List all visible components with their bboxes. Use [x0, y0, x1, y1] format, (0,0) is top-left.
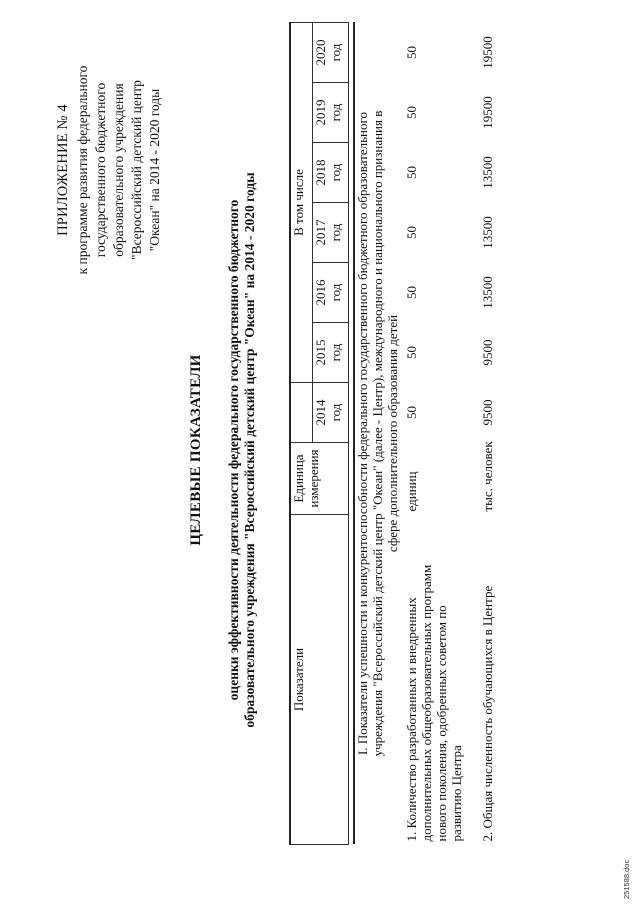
table-row: [400, 23, 464, 845]
appendix-block: [54, 35, 164, 305]
indicator-cell: 1. Количество разработанных и внедренных дополнительных общеобразовательных программ нового поколения, одобренных советом по развитию Центра: [404, 564, 464, 842]
unit-cell: тыс. человек: [480, 441, 495, 512]
value-cell: 50: [404, 106, 419, 119]
value-cell: 9500: [480, 339, 495, 366]
value-cell: 19500: [480, 96, 495, 129]
value-cell: 50: [404, 226, 419, 239]
appendix-line: к программе развития федерального: [75, 65, 90, 275]
value-cell: 50: [404, 286, 419, 299]
unit-cell: единиц: [404, 471, 419, 512]
header-indicators: Показатели: [290, 515, 348, 845]
header-unit-line2: измерения: [306, 449, 321, 508]
appendix-line: "Всероссийский детский центр: [129, 80, 144, 260]
title-line-1: оценки эффективности деятельности федерального государственного бюджетного: [226, 199, 241, 701]
year-2014: 2014 год: [312, 383, 348, 443]
appendix-line: государственного бюджетного: [93, 82, 108, 258]
appendix-line: "Океан" на 2014 - 2020 годы: [147, 88, 162, 252]
indicators-table: [289, 22, 495, 845]
header-including: В том числе: [290, 23, 312, 383]
section-line: учреждения "Всероссийский детский центр "Океан" (далее - Центр), международного и национального признания в: [370, 110, 385, 757]
indicator-cell: 2. Общая численность обучающихся в Центре: [480, 585, 495, 842]
year-2015: 2015 год: [312, 323, 348, 383]
header-row-1: [290, 23, 312, 845]
section-line: I. Показатели успешности и конкурентоспособности федерального государственного бюджетного образовательного: [355, 112, 370, 755]
document-title: [186, 55, 258, 845]
header-unit-line1: Единица: [291, 454, 306, 503]
title-line-2: образовательного учреждения "Всероссийский детский центр "Океан" на 2014 - 2020 годы: [242, 172, 257, 728]
year-2018: 2018 год: [312, 143, 348, 203]
header-unit: [290, 443, 348, 515]
section-line: сфере дополнительного образования детей: [385, 314, 400, 553]
value-cell: 13500: [480, 216, 495, 249]
value-cell: 19500: [480, 36, 495, 69]
year-2016: 2016 год: [312, 263, 348, 323]
section-heading-1: [354, 23, 400, 845]
value-cell: 50: [404, 406, 419, 419]
title-main: ЦЕЛЕВЫЕ ПОКАЗАТЕЛИ: [188, 354, 204, 546]
appendix-line: образовательного учреждения: [111, 83, 126, 257]
year-2019: 2019 год: [312, 83, 348, 143]
year-2017: 2017 год: [312, 203, 348, 263]
appendix-heading: ПРИЛОЖЕНИЕ № 4: [55, 104, 71, 236]
value-cell: 13500: [480, 276, 495, 309]
value-cell: 9500: [480, 399, 495, 426]
value-cell: 50: [404, 346, 419, 359]
value-cell: 50: [404, 46, 419, 59]
table-row: [464, 23, 495, 845]
value-cell: 50: [404, 166, 419, 179]
year-2020: 2020 год: [312, 23, 348, 83]
value-cell: 13500: [480, 156, 495, 189]
document-id: 251588.doc: [622, 859, 631, 899]
